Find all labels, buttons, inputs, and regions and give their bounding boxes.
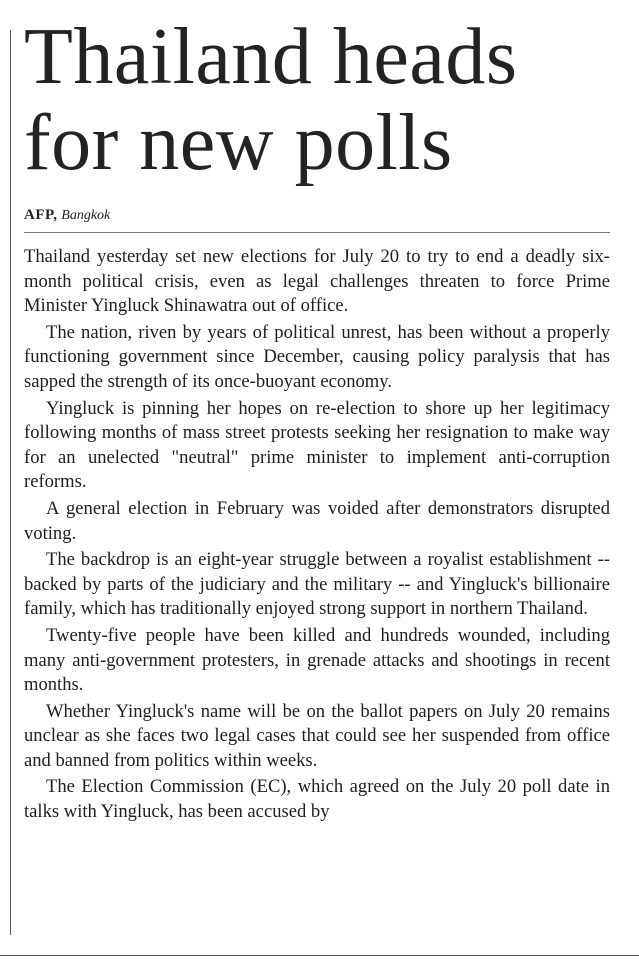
byline-agency: AFP, bbox=[24, 207, 58, 223]
article-paragraph: Yingluck is pinning her hopes on re-election to shore up her legitimacy following months of mass street protests seeking her resignation to make way for an unelected "neutral" prime minister to implement anti-corruption reforms. bbox=[24, 397, 610, 493]
column-divider-rule bbox=[10, 30, 11, 935]
byline-rule bbox=[24, 232, 610, 233]
byline bbox=[24, 206, 610, 225]
headline: Thailand heads for new polls bbox=[24, 13, 518, 187]
article-paragraph: Thailand yesterday set new elections for July 20 to try to end a deadly six-month political crisis, even as legal challenges threaten to force Prime Minister Yingluck Shinawatra out of office. bbox=[24, 246, 610, 317]
article-paragraph: Twenty-five people have been killed and hundreds wounded, including many anti-government protesters, in grenade attacks and shootings in recent months. bbox=[24, 624, 610, 696]
byline-location: Bangkok bbox=[61, 208, 111, 223]
article-body bbox=[24, 245, 610, 825]
article-paragraph: The backdrop is an eight-year struggle between a royalist establishment -- backed by parts of the judiciary and the military -- and Yingluck's billionaire family, which has traditionally enjoyed strong support in northern Thailand. bbox=[24, 549, 610, 620]
page-bottom-rule bbox=[0, 955, 639, 956]
article-paragraph: The Election Commission (EC), which agreed on the July 20 poll date in talks with Yingluck, has been accused by bbox=[24, 776, 610, 823]
article-paragraph: A general election in February was voided after demonstrators disrupted voting. bbox=[24, 497, 610, 544]
article-paragraph: The nation, riven by years of political unrest, has been without a properly functioning government since December, causing policy paralysis that has sapped the strength of its once-buoyant economy. bbox=[24, 321, 610, 392]
news-article bbox=[24, 14, 610, 827]
article-paragraph: Whether Yingluck's name will be on the ballot papers on July 20 remains unclear as she faces two legal cases that could see her suspended from office and banned from politics within weeks. bbox=[24, 700, 610, 771]
